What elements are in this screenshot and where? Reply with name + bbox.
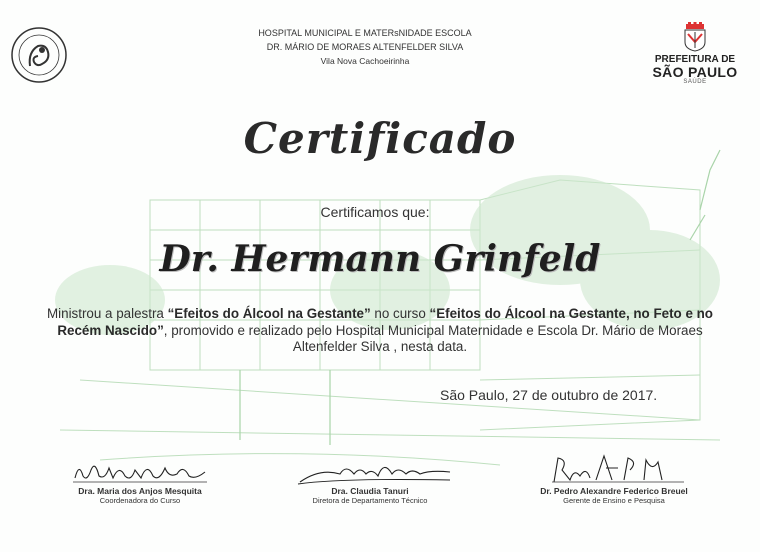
- course-title: “Efeitos do Álcool na Gestante, no Feto e no Recém Nascido”: [57, 306, 713, 338]
- hospital-maternity-logo: [10, 26, 68, 84]
- certify-statement: Certificamos que:: [320, 204, 430, 220]
- signature-block-director: [250, 452, 490, 505]
- body-intro: Ministrou a palestra: [47, 306, 168, 321]
- hospital-location: Vila Nova Cachoeirinha: [320, 56, 410, 66]
- body-closing: , promovido e realizado pelo Hospital Municipal Maternidade e Escola Dr. Mário de Moraes Altenfelder Silva , nesta data.: [163, 322, 703, 354]
- prefeitura-logo: [640, 22, 750, 85]
- signatory-name-3: Dr. Pedro Alexandre Federico Breuel: [540, 486, 688, 496]
- signature-block-coordinator: [20, 452, 260, 505]
- signatory-role-2: Diretora de Departamento Técnico: [312, 496, 428, 505]
- department-label: SAÚDE: [683, 79, 707, 85]
- hospital-name-line1: HOSPITAL MUNICIPAL E MATERsNIDADE ESCOLA: [258, 28, 472, 38]
- signatory-role-1: Coordenadora do Curso: [99, 496, 181, 505]
- hospital-name-line2: DR. MÁRIO DE MORAES ALTENFELDER SILVA: [266, 42, 464, 52]
- handwritten-signature-2: [280, 452, 460, 486]
- lecture-title: “Efeitos do Álcool na Gestante”: [167, 306, 371, 321]
- signatory-role-3: Gerente de Ensino e Pesquisa: [563, 496, 665, 505]
- handwritten-signature-1: [65, 452, 215, 486]
- certificate-body: [38, 306, 722, 356]
- signatory-name-2: Dra. Claudia Tanuri: [331, 486, 409, 496]
- handwritten-signature-3: [534, 452, 694, 486]
- body-connector: no curso: [370, 306, 430, 321]
- certificate-title: Certificado: [243, 114, 517, 163]
- hospital-header: [200, 26, 530, 68]
- prefeitura-label: PREFEITURA DE: [654, 54, 736, 65]
- city-label: SÃO PAULO: [652, 64, 738, 80]
- issue-date: São Paulo, 27 de outubro de 2017.: [440, 387, 658, 403]
- recipient-name: Dr. Hermann Grinfeld: [159, 238, 601, 280]
- signature-block-manager: [494, 452, 734, 505]
- sao-paulo-crest-icon: [680, 22, 710, 52]
- signatory-name-1: Dra. Maria dos Anjos Mesquita: [78, 486, 202, 496]
